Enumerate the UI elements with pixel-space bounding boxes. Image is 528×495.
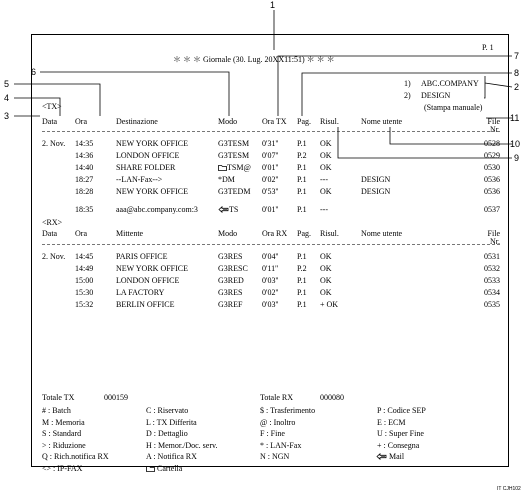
rx-col-pages: Pag.	[297, 229, 311, 238]
rx-col-time: Ora	[75, 229, 87, 238]
total-rx-value: 000080	[320, 393, 344, 402]
sender-1-name: ABC.COMPANY	[421, 79, 479, 88]
tx-row-pages: P.1	[297, 187, 307, 196]
rx-col-file-nr: Nr.	[490, 237, 500, 246]
legend-item: D : Dettaglio	[146, 429, 188, 438]
tx-row-pages: P.1	[297, 139, 307, 148]
rx-row-pages: P.1	[297, 288, 307, 297]
tx-row-time: 14:36	[75, 151, 94, 160]
total-rx-label: Totale RX	[260, 393, 293, 402]
rx-row-time: 15:32	[75, 300, 94, 309]
rx-row-duration: 0'04''	[262, 252, 279, 261]
tx-row-time: 14:35	[75, 139, 94, 148]
callout-6: 6	[31, 67, 37, 77]
total-tx-value: 000159	[104, 393, 128, 402]
rx-col-sender: Mittente	[116, 229, 144, 238]
sender-2-name: DESIGN	[421, 91, 451, 100]
tx-row-mode: G3TEDM	[218, 187, 251, 196]
legend-item: N : NGN	[260, 452, 290, 461]
tx-row-mode-text: TS	[229, 205, 239, 214]
legend-item: L : TX Differita	[146, 417, 197, 427]
journal-title: ＊ ＊ ＊ Giornale (30. Lug. 20XX11:51) ＊ ＊ ＊	[173, 55, 335, 64]
legend-item: Q : Rich.notifica RX	[42, 452, 109, 461]
rx-row-file: 0535	[484, 300, 500, 309]
rx-row-sender: PARIS OFFICE	[116, 252, 168, 261]
tx-col-file: File	[487, 117, 500, 126]
rx-row-duration: 0'03''	[262, 276, 279, 285]
tx-col-date: Data	[42, 117, 58, 126]
legend-item: E : ECM	[377, 417, 406, 427]
sender-1-idx: 1)	[404, 79, 411, 88]
rx-row-time: 14:49	[75, 264, 94, 273]
manual-print-label: (Stampa manuale)	[424, 103, 483, 112]
tx-row-mode: G3TESM	[218, 151, 250, 160]
tx-row-file: 0536	[484, 187, 500, 196]
rx-row-date: 2. Nov.	[42, 252, 66, 261]
legend-item: S : Standard	[42, 429, 82, 438]
callout-2: 2	[514, 82, 520, 92]
tx-col-user: Nome utente	[361, 117, 403, 126]
rx-col-file: File	[487, 229, 500, 238]
rx-row-mode: G3RESC	[218, 264, 248, 273]
rx-row-duration: 0'02''	[262, 288, 279, 297]
rx-row-time: 14:45	[75, 252, 94, 261]
rx-col-date: Data	[42, 229, 58, 238]
tx-row-result: ---	[320, 175, 328, 184]
callout-10: 10	[510, 139, 521, 149]
rx-row-sender: LA FACTORY	[116, 288, 165, 297]
legend-item: > : Riduzione	[42, 440, 86, 450]
tx-row-destination: SHARE FOLDER	[116, 163, 176, 172]
tx-row-file: 0529	[484, 151, 500, 160]
legend-item: @ : Inoltro	[260, 417, 296, 427]
tx-row-duration: 0'31''	[262, 139, 279, 148]
rx-row-mode: G3RED	[218, 276, 244, 285]
legend-item: C : Riservato	[146, 406, 189, 415]
rx-row-pages: P.1	[297, 300, 307, 309]
total-tx-label: Totale TX	[42, 393, 75, 402]
legend-item-text: Cartella	[157, 463, 183, 473]
rx-row-time: 15:30	[75, 288, 94, 297]
callout-9: 9	[514, 153, 520, 163]
tx-row-time: 18:28	[75, 187, 94, 196]
tx-row-duration: 0'02''	[262, 175, 279, 184]
tx-col-destination: Destinazione	[116, 117, 158, 126]
figure-code: IT CJH102	[497, 486, 521, 492]
callout-1: 1	[270, 0, 276, 10]
tx-row-user: DESIGN	[361, 187, 391, 196]
tx-row-mode-text: TSM@	[227, 163, 251, 172]
rx-row-result: OK	[320, 264, 332, 273]
tx-row-destination: --LAN-Fax-->	[116, 175, 163, 184]
rx-row-pages: P.1	[297, 276, 307, 285]
tx-row-time: 18:35	[75, 205, 94, 214]
legend-item: # : Batch	[42, 406, 71, 415]
sender-2-idx: 2)	[404, 91, 411, 100]
tx-row-duration: 0'01''	[262, 205, 279, 214]
rx-col-mode: Modo	[218, 229, 238, 238]
tx-row-pages: P.2	[297, 151, 307, 160]
tx-col-time: Ora	[75, 117, 87, 126]
page-number: P. 1	[482, 43, 494, 52]
legend-item: <> : IP-FAX	[42, 463, 83, 473]
legend-item: U : Super Fine	[377, 429, 424, 438]
tx-col-txtime: Ora TX	[262, 117, 287, 126]
tx-col-mode: Modo	[218, 117, 238, 126]
tx-col-file-nr: Nr.	[490, 125, 500, 134]
tx-col-result: Risul.	[320, 117, 339, 126]
legend-item: M : Memoria	[42, 417, 85, 427]
callout-5: 5	[4, 79, 10, 89]
callout-8: 8	[514, 68, 520, 78]
rx-row-file: 0532	[484, 264, 500, 273]
tx-row-file: 0536	[484, 175, 500, 184]
tx-section-label: <TX>	[42, 102, 62, 111]
tx-row-result: OK	[320, 187, 332, 196]
tx-row-destination: NEW YORK OFFICE	[116, 139, 189, 148]
tx-row-duration: 0'53''	[262, 187, 279, 196]
tx-row-destination: LONDON OFFICE	[116, 151, 180, 160]
tx-row-pages: P.1	[297, 175, 307, 184]
legend-item-text: Mail	[389, 452, 405, 461]
rx-row-duration: 0'11''	[262, 264, 279, 273]
legend-item: * : LAN-Fax	[260, 440, 302, 450]
legend-item: F : Fine	[260, 429, 285, 438]
tx-row-destination: aaa@abc.company.com:3	[116, 205, 198, 214]
tx-col-pages: Pag.	[297, 117, 311, 126]
rx-row-result: OK	[320, 288, 332, 297]
callout-3: 3	[4, 111, 10, 121]
legend-item: A : Notifica RX	[146, 452, 197, 461]
rx-col-user: Nome utente	[361, 229, 403, 238]
rx-row-sender: NEW YORK OFFICE	[116, 264, 189, 273]
tx-row-time: 18:27	[75, 175, 94, 184]
legend-item: $ : Trasferimento	[260, 406, 316, 415]
tx-row-duration: 0'07''	[262, 151, 279, 160]
rx-row-mode: G3REF	[218, 300, 243, 309]
callout-4: 4	[4, 93, 10, 103]
tx-row-result: OK	[320, 163, 332, 172]
tx-row-duration: 0'01''	[262, 163, 279, 172]
tx-row-result: OK	[320, 151, 332, 160]
rx-row-file: 0533	[484, 276, 500, 285]
tx-row-mode: G3TESM	[218, 139, 250, 148]
tx-row-file: 0537	[484, 205, 500, 214]
tx-row-result: ---	[320, 205, 328, 214]
rx-row-mode: G3RES	[218, 288, 243, 297]
rx-row-result: OK	[320, 276, 332, 285]
tx-row-result: OK	[320, 139, 332, 148]
legend-item: + : Consegna	[377, 440, 420, 450]
rx-section-label: <RX>	[42, 218, 63, 227]
rx-row-sender: LONDON OFFICE	[116, 276, 180, 285]
rx-row-result: + OK	[320, 300, 339, 309]
rx-row-pages: P.2	[297, 264, 307, 273]
callout-11: 11	[510, 113, 520, 123]
legend-item: H : Memor./Doc. serv.	[146, 440, 218, 450]
tx-row-pages: P.1	[297, 163, 307, 172]
tx-row-destination: NEW YORK OFFICE	[116, 187, 189, 196]
rx-row-result: OK	[320, 252, 332, 261]
rx-row-file: 0531	[484, 252, 500, 261]
rx-row-pages: P.1	[297, 252, 307, 261]
tx-row-file: 0530	[484, 163, 500, 172]
rx-row-mode: G3RES	[218, 252, 243, 261]
rx-row-file: 0534	[484, 288, 500, 297]
rx-row-sender: BERLIN OFFICE	[116, 300, 175, 309]
tx-row-time: 14:40	[75, 163, 94, 172]
callout-7: 7	[514, 51, 520, 61]
rx-col-rxtime: Ora RX	[262, 229, 288, 238]
tx-row-mode: *DM	[218, 175, 235, 184]
rx-row-time: 15:00	[75, 276, 94, 285]
rx-row-duration: 0'03''	[262, 300, 279, 309]
rx-col-result: Risul.	[320, 229, 339, 238]
tx-row-file: 0528	[484, 139, 500, 148]
legend-item: P : Codice SEP	[377, 406, 426, 415]
tx-row-pages: P.1	[297, 205, 307, 214]
tx-row-user: DESIGN	[361, 175, 391, 184]
tx-row-date: 2. Nov.	[42, 139, 66, 148]
